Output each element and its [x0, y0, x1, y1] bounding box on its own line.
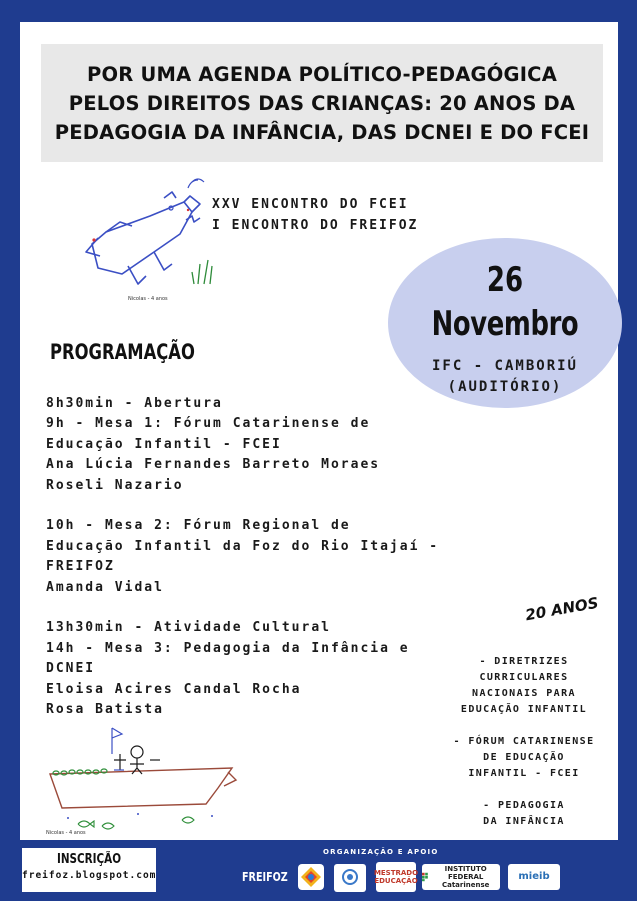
sponsor-logo-colorful [298, 864, 324, 890]
event-location [388, 356, 622, 398]
schedule-line: 13h30min - Atividade Cultural [46, 620, 331, 636]
schedule-line: Rosa Batista [46, 702, 164, 718]
organization-label: ORGANIZAÇÃO E APOIO [323, 848, 439, 856]
sponsor-logo-mieib [508, 864, 560, 890]
schedule [46, 394, 439, 720]
title-line-2: PELOS DIREITOS DAS CRIANÇAS: 20 ANOS DA [68, 91, 576, 115]
anos-item-line: EDUCAÇÃO INFANTIL [460, 704, 588, 715]
anos-item-line: - DIRETRIZES [479, 656, 569, 667]
ifc-logo-text: INSTITUTO FEDERAL Catarinense [441, 865, 490, 889]
mestrado-logo-text: MESTRADO EDUCAÇÃO [373, 869, 419, 885]
colorful-logo-icon [300, 866, 322, 888]
freifoz-logo: FREIFOZ [242, 870, 288, 884]
title-line-1: POR UMA AGENDA POLÍTICO-PEDAGÓGICA [87, 62, 557, 86]
circle-logo-icon [339, 867, 361, 889]
sponsor-logo-mestrado [373, 862, 419, 892]
boat-caption: Nicolas - 4 anos [46, 830, 86, 836]
anos-item [438, 654, 610, 718]
anos-item [438, 798, 610, 830]
anos-heading: 20 ANOS [523, 593, 600, 625]
location-line-2: (AUDITÓRIO) [447, 379, 563, 395]
shark-drawing [68, 172, 218, 302]
sponsor-logo-circle [334, 864, 366, 892]
inscricao-title: INSCRIÇÃO [56, 852, 122, 867]
event-line-1: XXV ENCONTRO DO FCEI [212, 197, 409, 212]
sponsor-logo-ifc [422, 864, 500, 890]
schedule-line: Eloisa Acires Candal Rocha [46, 681, 302, 697]
location-line-1: IFC - CAMBORIÚ [431, 358, 578, 374]
schedule-line: Educação Infantil - FCEI [46, 436, 282, 452]
schedule-line: Educação Infantil da Foz do Rio Itajaí - [46, 538, 440, 554]
anos-list [438, 654, 610, 846]
anos-item-line: - PEDAGOGIA [483, 800, 565, 811]
title-line-3: PEDAGOGIA DA INFÂNCIA, DAS DCNEI E DO FCEI [54, 120, 590, 144]
title-banner [41, 44, 603, 162]
schedule-line: Amanda Vidal [46, 579, 164, 595]
schedule-line: 10h - Mesa 2: Fórum Regional de [46, 518, 351, 534]
anos-item-line: DA INFÂNCIA [483, 816, 565, 827]
anos-item-line: INFANTIL - FCEI [468, 768, 580, 779]
anos-item-line: DE EDUCAÇÃO [483, 752, 565, 763]
inscricao-link[interactable]: freifoz.blogspot.com [22, 870, 157, 881]
anos-item-line: - FÓRUM CATARINENSE [453, 736, 595, 747]
ifc-logo-icon [422, 869, 428, 885]
schedule-line: Roseli Nazario [46, 477, 184, 493]
mieib-logo-text: mieib [518, 871, 550, 882]
anos-item-line: CURRICULARES [479, 672, 569, 683]
anos-item-line: NACIONAIS PARA [472, 688, 576, 699]
boat-drawing [42, 724, 242, 836]
poster-sheet [20, 22, 618, 840]
events-block [212, 194, 418, 236]
schedule-line: FREIFOZ [46, 559, 115, 575]
schedule-line: 8h30min - Abertura [46, 396, 223, 411]
schedule-line: Ana Lúcia Fernandes Barreto Moraes [46, 457, 381, 473]
schedule-line: 9h - Mesa 1: Fórum Catarinense de [46, 416, 371, 432]
inscricao-box[interactable] [22, 848, 156, 892]
shark-caption: Nicolas - 4 anos [128, 296, 168, 302]
programacao-heading: PROGRAMAÇÃO [50, 340, 195, 364]
anos-item [438, 734, 610, 782]
date-month: Novembro [431, 304, 579, 344]
schedule-line: DCNEI [46, 661, 96, 677]
schedule-line: 14h - Mesa 3: Pedagogia da Infância e [46, 640, 410, 656]
date-day: 26 [486, 260, 524, 300]
event-line-2: I ENCONTRO DO FREIFOZ [212, 218, 419, 233]
